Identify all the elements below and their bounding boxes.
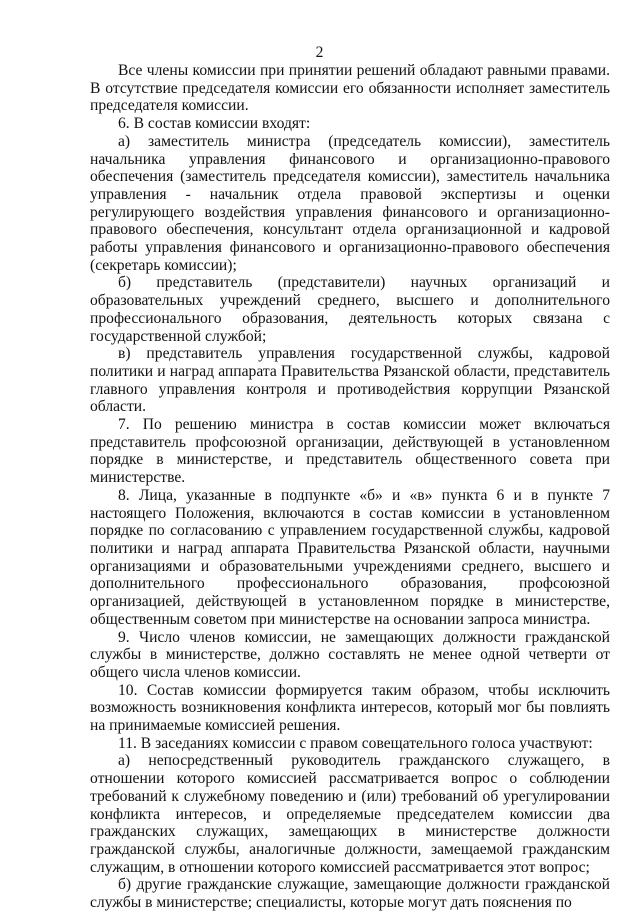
paragraph-11-advisory-participants: 11. В заседаниях комиссии с правом совещательного голоса участвуют:: [118, 734, 593, 752]
paragraph-10-conflict-exclusion: 10. Состав комиссии формируется таким образом, чтобы исключить возможность возникновения конфликта интересов, который мог бы повлиять на принимаемые комиссией решения.: [90, 681, 610, 735]
paragraph-7-trade-union-representative: 7. По решению министра в состав комиссии может включаться представитель профсоюзной организации, действующей в установленном порядке в министерстве, и представитель общественного совета при министерстве.: [90, 416, 610, 487]
paragraph-8-inclusion-procedure: 8. Лица, указанные в подпункте «б» и «в» пункта 6 и в пункте 7 настоящего Положения, включаются в состав комиссии в установленном порядке по согласованию с управлением государственной службы, кадровой политики и наград аппарата Правительства Рязанской области, научными организациями и образовательными учреждениями среднего, высшего и дополнительного профессионального образования, профсоюзной организацией, действующей в установленном порядке в министерстве, общественным советом при министерстве на основании запроса министра.: [90, 486, 610, 628]
paragraph-chairman-absence: Все члены комиссии при принятии решений обладают равными правами. В отсутствие председателя комиссии его обязанности исполняет заместитель председателя комиссии.: [90, 62, 610, 115]
document-body: [90, 62, 610, 912]
paragraph-6a-ministry-members: а) заместитель министра (председатель комиссии), заместитель начальника управления финансового и организационно-правового обеспечения (заместитель председателя комиссии), заместитель начальника управления - начальник отдела правовой экспертизы и оценки регулирующего воздействия управления финансового и организационно-правового обеспечения, консультант отдела организационной и кадровой работы управления финансового и организационно-правового обеспечения (секретарь комиссии);: [90, 132, 610, 274]
paragraph-6c-government-representatives: в) представитель управления государственной службы, кадровой политики и наград аппарата Правительства Рязанской области, представитель главного управления контроля и противодействия коррупции Рязанской области.: [90, 345, 610, 416]
paragraph-6b-scientific-representatives: б) представитель (представители) научных организаций и образовательных учреждений среднего, высшего и дополнительного профессионального образования, деятельность которых связана с государственной службой;: [90, 274, 610, 345]
page-number: 2: [315, 44, 324, 61]
paragraph-6-commission-composition: 6. В состав комиссии входят:: [118, 115, 311, 133]
paragraph-11a-direct-supervisor: а) непосредственный руководитель гражданского служащего, в отношении которого комиссией рассматривается вопрос о соблюдении требований к служебному поведению и (или) требований об урегулировании конфликта интересов, и определяемые председателем комиссии два гражданских служащих, замещающих в министерстве должности гражданской службы, аналогичные должности, замещаемой гражданским служащим, в отношении которого комиссией рассматривается этот вопрос;: [90, 752, 610, 876]
paragraph-11b-other-civil-servants: б) другие гражданские служащие, замещающие должности гражданской службы в министерстве; специалисты, которые могут дать пояснения по: [90, 876, 610, 912]
paragraph-9-member-quota: 9. Число членов комиссии, не замещающих должности гражданской службы в министерстве, должно составлять не менее одной четверти от общего числа членов комиссии.: [90, 628, 610, 681]
